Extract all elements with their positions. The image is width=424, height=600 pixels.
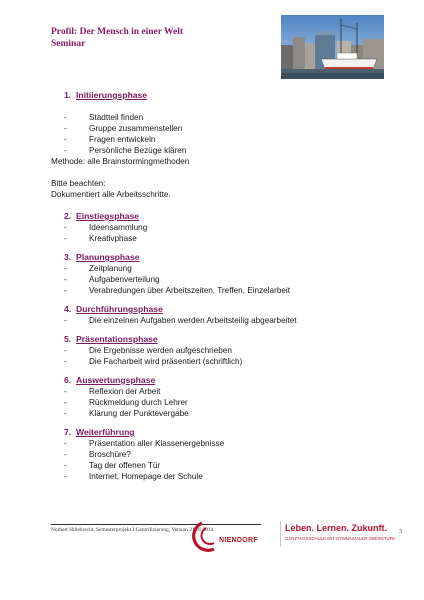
list-item: - Präsentation aller Klassenergebnisse — [64, 438, 391, 449]
harbor-city-photo — [281, 15, 384, 79]
phase-heading: 2. Einstiegsphase — [64, 211, 140, 221]
phase-items — [51, 345, 391, 367]
document-header — [51, 26, 183, 50]
phase-items — [51, 386, 391, 419]
list-item: - Persönliche Bezüge klären — [64, 145, 391, 156]
method-note: Methode: alle Brainstormingmethoden — [51, 157, 190, 166]
school-name: NIENDORF — [219, 537, 258, 544]
phase-heading: 6. Auswertungsphase — [64, 375, 156, 385]
phase-items — [51, 263, 391, 296]
phase-items — [51, 438, 391, 482]
phase-items — [51, 112, 391, 156]
list-item: - Die Facharbeit wird präsentiert (schriftlich) — [64, 356, 391, 367]
list-item: - Verabredungen über Arbeitszeiten, Treffen, Einzelarbeit — [64, 285, 391, 296]
document-body — [51, 90, 391, 482]
phase-heading: 5. Präsentationsphase — [64, 334, 158, 344]
list-item: - Reflexion der Arbeit — [64, 386, 391, 397]
phase-items — [51, 222, 391, 244]
school-slogan-sub: GANZTAGSSCHULE MIT GYMNASIALER OBERSTUFE — [285, 536, 396, 541]
list-item: - Broschüre? — [64, 449, 391, 460]
school-slogan: Leben. Lernen. Zukunft. — [285, 523, 388, 533]
phase-heading: 3. Planungsphase — [64, 252, 140, 262]
list-item: - Aufgabenverteilung — [64, 274, 391, 285]
list-item: - Kreativphase — [64, 233, 391, 244]
phase-items — [51, 315, 391, 326]
list-item: - Klärung der Punktevergabe — [64, 408, 391, 419]
list-item: - Gruppe zusammenstellen — [64, 123, 391, 134]
list-item: - Tag der offenen Tür — [64, 460, 391, 471]
footer-divider — [280, 521, 281, 547]
list-item: - Stadtteil finden — [64, 112, 391, 123]
list-item: - Rückmeldung durch Lehrer — [64, 397, 391, 408]
page-number: 3 — [399, 529, 402, 535]
seminar-label: Seminar — [51, 39, 86, 49]
phase-heading: 4. Durchführungsphase — [64, 304, 163, 314]
profile-title: Profil: Der Mensch in einer Welt — [51, 27, 184, 37]
list-item: - Internet, Homepage der Schule — [64, 471, 391, 482]
note-text: Dokumentiert alle Arbeitsschritte. — [51, 190, 171, 199]
list-item: - Die einzelnen Aufgaben werden Arbeitsteilig abgearbeitet — [64, 315, 391, 326]
school-logo-icon — [192, 519, 280, 553]
phase-heading: 1. Initiierungsphase — [64, 90, 148, 100]
list-item: - Ideensammlung — [64, 222, 391, 233]
note-heading: Bitte beachten: — [51, 179, 106, 188]
phase-heading: 7. Weiterführung — [64, 427, 135, 437]
list-item: - Fragen entwickeln — [64, 134, 391, 145]
footer-text: Norbert Hillebrecht, Semesterprojekt I Gentrifizierung, Version 21.01.2014 — [51, 527, 214, 533]
list-item: - Die Ergebnisse werden aufgeschrieben — [64, 345, 391, 356]
list-item: - Zeitplanung — [64, 263, 391, 274]
